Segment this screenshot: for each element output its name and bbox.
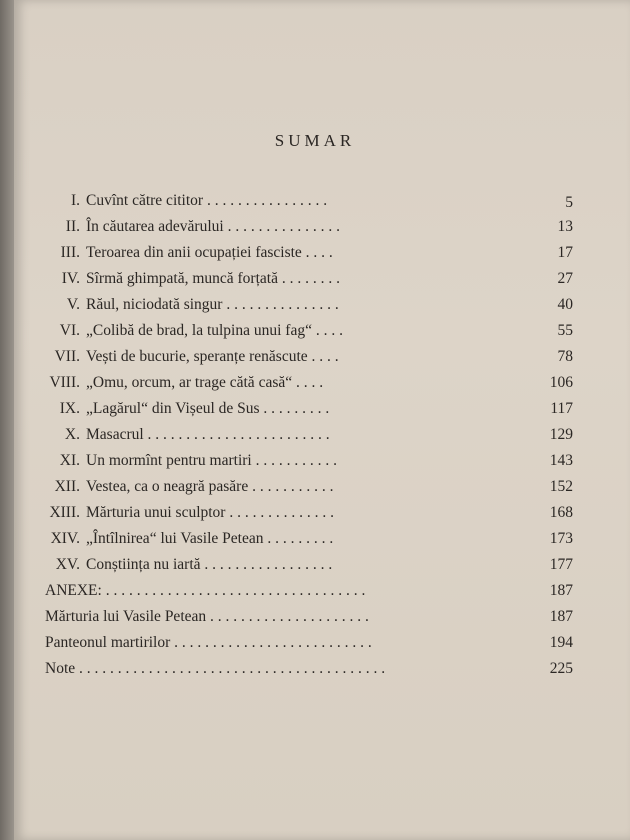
- page-number: 129: [549, 426, 573, 443]
- page-number: 194: [549, 634, 573, 651]
- page-number: 177: [549, 556, 573, 573]
- chapter-title: „Omu, orcum, ar trage cătă casă“ . . . .: [86, 374, 324, 391]
- section-title: ANEXE: . . . . . . . . . . . . . . . . . . . . . . . . . . . . . . . . . .: [45, 582, 366, 599]
- toc-entry: [0, 476, 630, 498]
- chapter-number: IV.: [61, 270, 80, 287]
- chapter-title: În căutarea adevărului . . . . . . . . . . . . . . .: [86, 218, 340, 235]
- page-number: 106: [549, 374, 573, 391]
- chapter-number: VI.: [59, 322, 80, 339]
- chapter-number: VII.: [54, 348, 80, 365]
- toc-entry: [0, 502, 630, 524]
- section-title: Note . . . . . . . . . . . . . . . . . . . . . . . . . . . . . . . . . . . . . . . .: [45, 660, 386, 677]
- toc-entry: [0, 346, 630, 368]
- page-title: SUMAR: [274, 131, 356, 150]
- chapter-number: XII.: [54, 478, 80, 495]
- chapter-number: II.: [65, 218, 80, 235]
- chapter-title: Conștiința nu iartă . . . . . . . . . . . . . . . . .: [86, 556, 333, 573]
- chapter-title: Mărturia unui sculptor . . . . . . . . . . . . . .: [86, 504, 334, 521]
- page-number: 117: [550, 400, 573, 417]
- table-of-contents: [0, 190, 630, 710]
- chapter-title: „Colibă de brad, la tulpina unui fag“ . . . .: [86, 322, 343, 339]
- chapter-title: Cuvînt către cititor . . . . . . . . . . . . . . . .: [86, 192, 328, 209]
- chapter-number: VIII.: [49, 374, 80, 391]
- toc-entry: [0, 554, 630, 576]
- page-number: 143: [549, 452, 573, 469]
- toc-entry: [0, 320, 630, 342]
- page-number: 152: [549, 478, 573, 495]
- chapter-number: XV.: [55, 556, 80, 573]
- chapter-number: X.: [64, 426, 80, 443]
- toc-entry: [0, 294, 630, 316]
- page-number: 40: [557, 296, 573, 313]
- page-number: 173: [549, 530, 573, 547]
- page-number: 187: [549, 608, 573, 625]
- toc-entry: [0, 268, 630, 290]
- chapter-title: Un mormînt pentru martiri . . . . . . . . . . .: [86, 452, 337, 469]
- chapter-title: Vești de bucurie, speranțe renăscute . . . .: [86, 348, 339, 365]
- chapter-title: Sîrmă ghimpată, muncă forțată . . . . . . . .: [86, 270, 340, 287]
- chapter-title: Masacrul . . . . . . . . . . . . . . . . . . . . . . . .: [86, 426, 330, 443]
- toc-extra-entry: [0, 658, 630, 680]
- toc-entry: [0, 190, 630, 212]
- toc-extra-entry: [0, 580, 630, 602]
- chapter-number: I.: [70, 192, 80, 209]
- chapter-title: „Întîlnirea“ lui Vasile Petean . . . . . . . . .: [86, 530, 334, 547]
- section-title: Mărturia lui Vasile Petean . . . . . . . . . . . . . . . . . . . . .: [45, 608, 369, 625]
- chapter-title: Teroarea din anii ocupației fasciste . . . .: [86, 244, 333, 261]
- chapter-title: „Lagărul“ din Vișeul de Sus . . . . . . . . .: [86, 400, 330, 417]
- page-number: 187: [549, 582, 573, 599]
- chapter-number: V.: [66, 296, 80, 313]
- page-number: 168: [549, 504, 573, 521]
- chapter-number: XIV.: [50, 530, 80, 547]
- page-number: 55: [557, 322, 573, 339]
- toc-entry: [0, 528, 630, 550]
- chapter-title: Vestea, ca o neagră pasăre . . . . . . . . . . .: [86, 478, 334, 495]
- chapter-number: XIII.: [49, 504, 80, 521]
- toc-entry: [0, 450, 630, 472]
- page-number: 5: [565, 194, 573, 211]
- toc-entry: [0, 242, 630, 264]
- toc-extra-entry: [0, 632, 630, 654]
- toc-extra-entry: [0, 606, 630, 628]
- toc-entry: [0, 398, 630, 420]
- chapter-title: Răul, niciodată singur . . . . . . . . . . . . . . .: [86, 296, 339, 313]
- chapter-number: IX.: [59, 400, 80, 417]
- page-number: 27: [557, 270, 573, 287]
- section-title: Panteonul martirilor . . . . . . . . . . . . . . . . . . . . . . . . . .: [45, 634, 372, 651]
- toc-entry: [0, 372, 630, 394]
- chapter-number: XI.: [59, 452, 80, 469]
- toc-entry: [0, 424, 630, 446]
- page-number: 13: [557, 218, 573, 235]
- page-number: 17: [557, 244, 573, 261]
- page-number: 78: [557, 348, 573, 365]
- toc-entry: [0, 216, 630, 238]
- chapter-number: III.: [60, 244, 80, 261]
- page-number: 225: [549, 660, 573, 677]
